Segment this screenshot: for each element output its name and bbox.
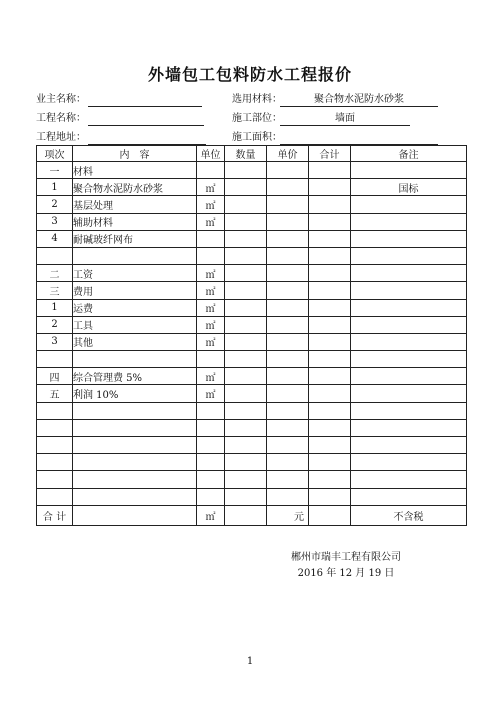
row-item	[73, 351, 197, 368]
row-note	[351, 196, 467, 213]
row-no	[37, 419, 73, 436]
address-value	[88, 131, 206, 145]
project-label: 工程名称：	[36, 113, 86, 124]
row-item: 材料	[73, 162, 197, 179]
row-note	[351, 471, 467, 488]
row-subtotal	[309, 488, 351, 505]
row-subtotal	[309, 437, 351, 454]
header-unit: 单位	[197, 146, 225, 162]
row-price	[267, 454, 309, 471]
row-price	[267, 213, 309, 230]
row-price	[267, 471, 309, 488]
row-note: 国标	[351, 179, 467, 196]
row-subtotal	[309, 247, 351, 264]
row-no: 三	[37, 282, 73, 299]
table-row	[37, 454, 467, 471]
row-unit: ㎡	[197, 368, 225, 385]
row-unit	[197, 162, 225, 179]
table-row	[37, 333, 467, 350]
row-no: 2	[37, 316, 73, 333]
address-field	[36, 131, 211, 145]
row-no: 五	[37, 385, 73, 402]
row-subtotal	[309, 162, 351, 179]
table-row	[37, 213, 467, 230]
page-number: 1	[246, 656, 254, 667]
row-subtotal	[309, 179, 351, 196]
row-unit: ㎡	[197, 213, 225, 230]
row-qty	[225, 471, 267, 488]
table-row	[37, 437, 467, 454]
row-no: 1	[37, 179, 73, 196]
row-note	[351, 265, 467, 282]
table-row	[37, 162, 467, 179]
table-header-row	[37, 146, 467, 162]
project-field	[36, 112, 206, 126]
row-unit: ㎡	[197, 299, 225, 316]
row-item: 运费	[73, 299, 197, 316]
row-item	[73, 419, 197, 436]
table-row	[37, 351, 467, 368]
row-qty	[225, 385, 267, 402]
total-item-cell	[73, 505, 197, 525]
row-price	[267, 299, 309, 316]
row-item	[73, 247, 197, 264]
quote-date: 2016 年 12 月 19 日	[297, 568, 395, 579]
row-unit: ㎡	[197, 282, 225, 299]
table-row	[37, 368, 467, 385]
row-price	[267, 402, 309, 419]
row-item	[73, 488, 197, 505]
row-qty	[225, 402, 267, 419]
row-qty	[225, 179, 267, 196]
row-qty	[225, 299, 267, 316]
row-subtotal	[309, 419, 351, 436]
table-row	[37, 419, 467, 436]
total-sum-cell	[309, 505, 351, 525]
row-no	[37, 351, 73, 368]
row-qty	[225, 196, 267, 213]
row-subtotal	[309, 282, 351, 299]
owner-field	[36, 93, 206, 107]
company-name: 郴州市瑞丰工程有限公司	[291, 552, 401, 563]
row-no	[37, 402, 73, 419]
total-note: 不含税	[351, 505, 467, 525]
row-unit: ㎡	[197, 179, 225, 196]
row-item: 辅助材料	[73, 213, 197, 230]
row-no: 二	[37, 265, 73, 282]
row-price	[267, 247, 309, 264]
row-price	[267, 437, 309, 454]
row-no	[37, 437, 73, 454]
row-qty	[225, 247, 267, 264]
row-qty	[225, 230, 267, 247]
table-row	[37, 299, 467, 316]
row-no	[37, 454, 73, 471]
address-label: 工程地址：	[36, 132, 86, 143]
row-qty	[225, 419, 267, 436]
total-row	[37, 505, 467, 525]
row-unit	[197, 351, 225, 368]
area-field	[232, 131, 442, 145]
row-note	[351, 454, 467, 471]
row-note	[351, 247, 467, 264]
row-no: 四	[37, 368, 73, 385]
row-unit	[197, 402, 225, 419]
row-item: 基层处理	[73, 196, 197, 213]
row-subtotal	[309, 316, 351, 333]
row-qty	[225, 316, 267, 333]
owner-value	[88, 93, 202, 107]
row-unit: ㎡	[197, 316, 225, 333]
row-item: 工具	[73, 316, 197, 333]
site-value: 墙面	[280, 112, 410, 126]
header-no: 项次	[37, 146, 73, 162]
row-no: 3	[37, 213, 73, 230]
row-price	[267, 351, 309, 368]
row-no	[37, 488, 73, 505]
row-item: 耐碱玻纤网布	[73, 230, 197, 247]
row-note	[351, 282, 467, 299]
row-price	[267, 282, 309, 299]
row-qty	[225, 213, 267, 230]
row-item: 聚合物水泥防水砂浆	[73, 179, 197, 196]
row-unit: ㎡	[197, 265, 225, 282]
table-row	[37, 179, 467, 196]
area-label: 施工面积：	[232, 132, 282, 143]
material-field	[232, 93, 442, 107]
row-item: 工资	[73, 265, 197, 282]
row-subtotal	[309, 454, 351, 471]
total-label: 合 计	[37, 505, 73, 525]
row-subtotal	[309, 299, 351, 316]
row-note	[351, 162, 467, 179]
table-row	[37, 488, 467, 505]
row-subtotal	[309, 265, 351, 282]
row-unit	[197, 230, 225, 247]
row-unit: ㎡	[197, 333, 225, 350]
row-price	[267, 385, 309, 402]
row-price	[267, 179, 309, 196]
header-qty: 数量	[225, 146, 267, 162]
row-subtotal	[309, 230, 351, 247]
row-qty	[225, 282, 267, 299]
area-value	[280, 131, 438, 145]
row-subtotal	[309, 333, 351, 350]
material-value: 聚合物水泥防水砂浆	[280, 93, 438, 107]
table-row	[37, 196, 467, 213]
table-row	[37, 316, 467, 333]
table-row	[37, 385, 467, 402]
row-unit	[197, 488, 225, 505]
row-price	[267, 333, 309, 350]
row-subtotal	[309, 471, 351, 488]
row-qty	[225, 351, 267, 368]
header-subtotal: 合计	[309, 146, 351, 162]
row-item	[73, 471, 197, 488]
row-note	[351, 488, 467, 505]
header-note: 备注	[351, 146, 467, 162]
row-note	[351, 368, 467, 385]
row-note	[351, 299, 467, 316]
site-label: 施工部位：	[232, 113, 282, 124]
material-label: 选用材料：	[232, 94, 282, 105]
row-item	[73, 437, 197, 454]
project-value	[88, 112, 204, 126]
row-qty	[225, 368, 267, 385]
row-price	[267, 162, 309, 179]
site-field	[232, 112, 442, 126]
row-qty	[225, 437, 267, 454]
row-unit	[197, 437, 225, 454]
quote-table	[36, 145, 467, 526]
row-no	[37, 247, 73, 264]
row-price	[267, 196, 309, 213]
document-title: 外墙包工包料防水工程报价	[147, 65, 352, 84]
row-item: 费用	[73, 282, 197, 299]
row-unit	[197, 419, 225, 436]
table-row	[37, 282, 467, 299]
row-price	[267, 265, 309, 282]
total-currency: 元	[267, 505, 309, 525]
row-unit	[197, 471, 225, 488]
total-qty-cell	[225, 505, 267, 525]
table-row	[37, 247, 467, 264]
owner-label: 业主名称：	[36, 94, 86, 105]
table-row	[37, 402, 467, 419]
row-subtotal	[309, 196, 351, 213]
row-note	[351, 230, 467, 247]
row-note	[351, 316, 467, 333]
row-no: 3	[37, 333, 73, 350]
row-no: 1	[37, 299, 73, 316]
row-qty	[225, 265, 267, 282]
row-subtotal	[309, 368, 351, 385]
row-subtotal	[309, 385, 351, 402]
header-item: 内 容	[73, 146, 197, 162]
row-subtotal	[309, 402, 351, 419]
row-item: 其他	[73, 333, 197, 350]
total-unit: ㎡	[197, 505, 225, 525]
row-unit	[197, 247, 225, 264]
row-item	[73, 454, 197, 471]
row-unit: ㎡	[197, 385, 225, 402]
row-qty	[225, 488, 267, 505]
row-price	[267, 230, 309, 247]
row-unit	[197, 454, 225, 471]
row-note	[351, 402, 467, 419]
row-item	[73, 402, 197, 419]
row-item: 综合管理费 5%	[73, 368, 197, 385]
row-qty	[225, 454, 267, 471]
row-note	[351, 419, 467, 436]
row-note	[351, 333, 467, 350]
row-price	[267, 368, 309, 385]
header-price: 单价	[267, 146, 309, 162]
row-note	[351, 213, 467, 230]
table-row	[37, 265, 467, 282]
row-subtotal	[309, 213, 351, 230]
row-no: 4	[37, 230, 73, 247]
row-no: 一	[37, 162, 73, 179]
table-row	[37, 230, 467, 247]
row-unit: ㎡	[197, 196, 225, 213]
row-note	[351, 351, 467, 368]
row-qty	[225, 333, 267, 350]
table-row	[37, 471, 467, 488]
row-price	[267, 316, 309, 333]
row-note	[351, 437, 467, 454]
row-note	[351, 385, 467, 402]
row-no	[37, 471, 73, 488]
row-no: 2	[37, 196, 73, 213]
row-subtotal	[309, 351, 351, 368]
row-qty	[225, 162, 267, 179]
row-price	[267, 419, 309, 436]
row-item: 利润 10%	[73, 385, 197, 402]
row-price	[267, 488, 309, 505]
